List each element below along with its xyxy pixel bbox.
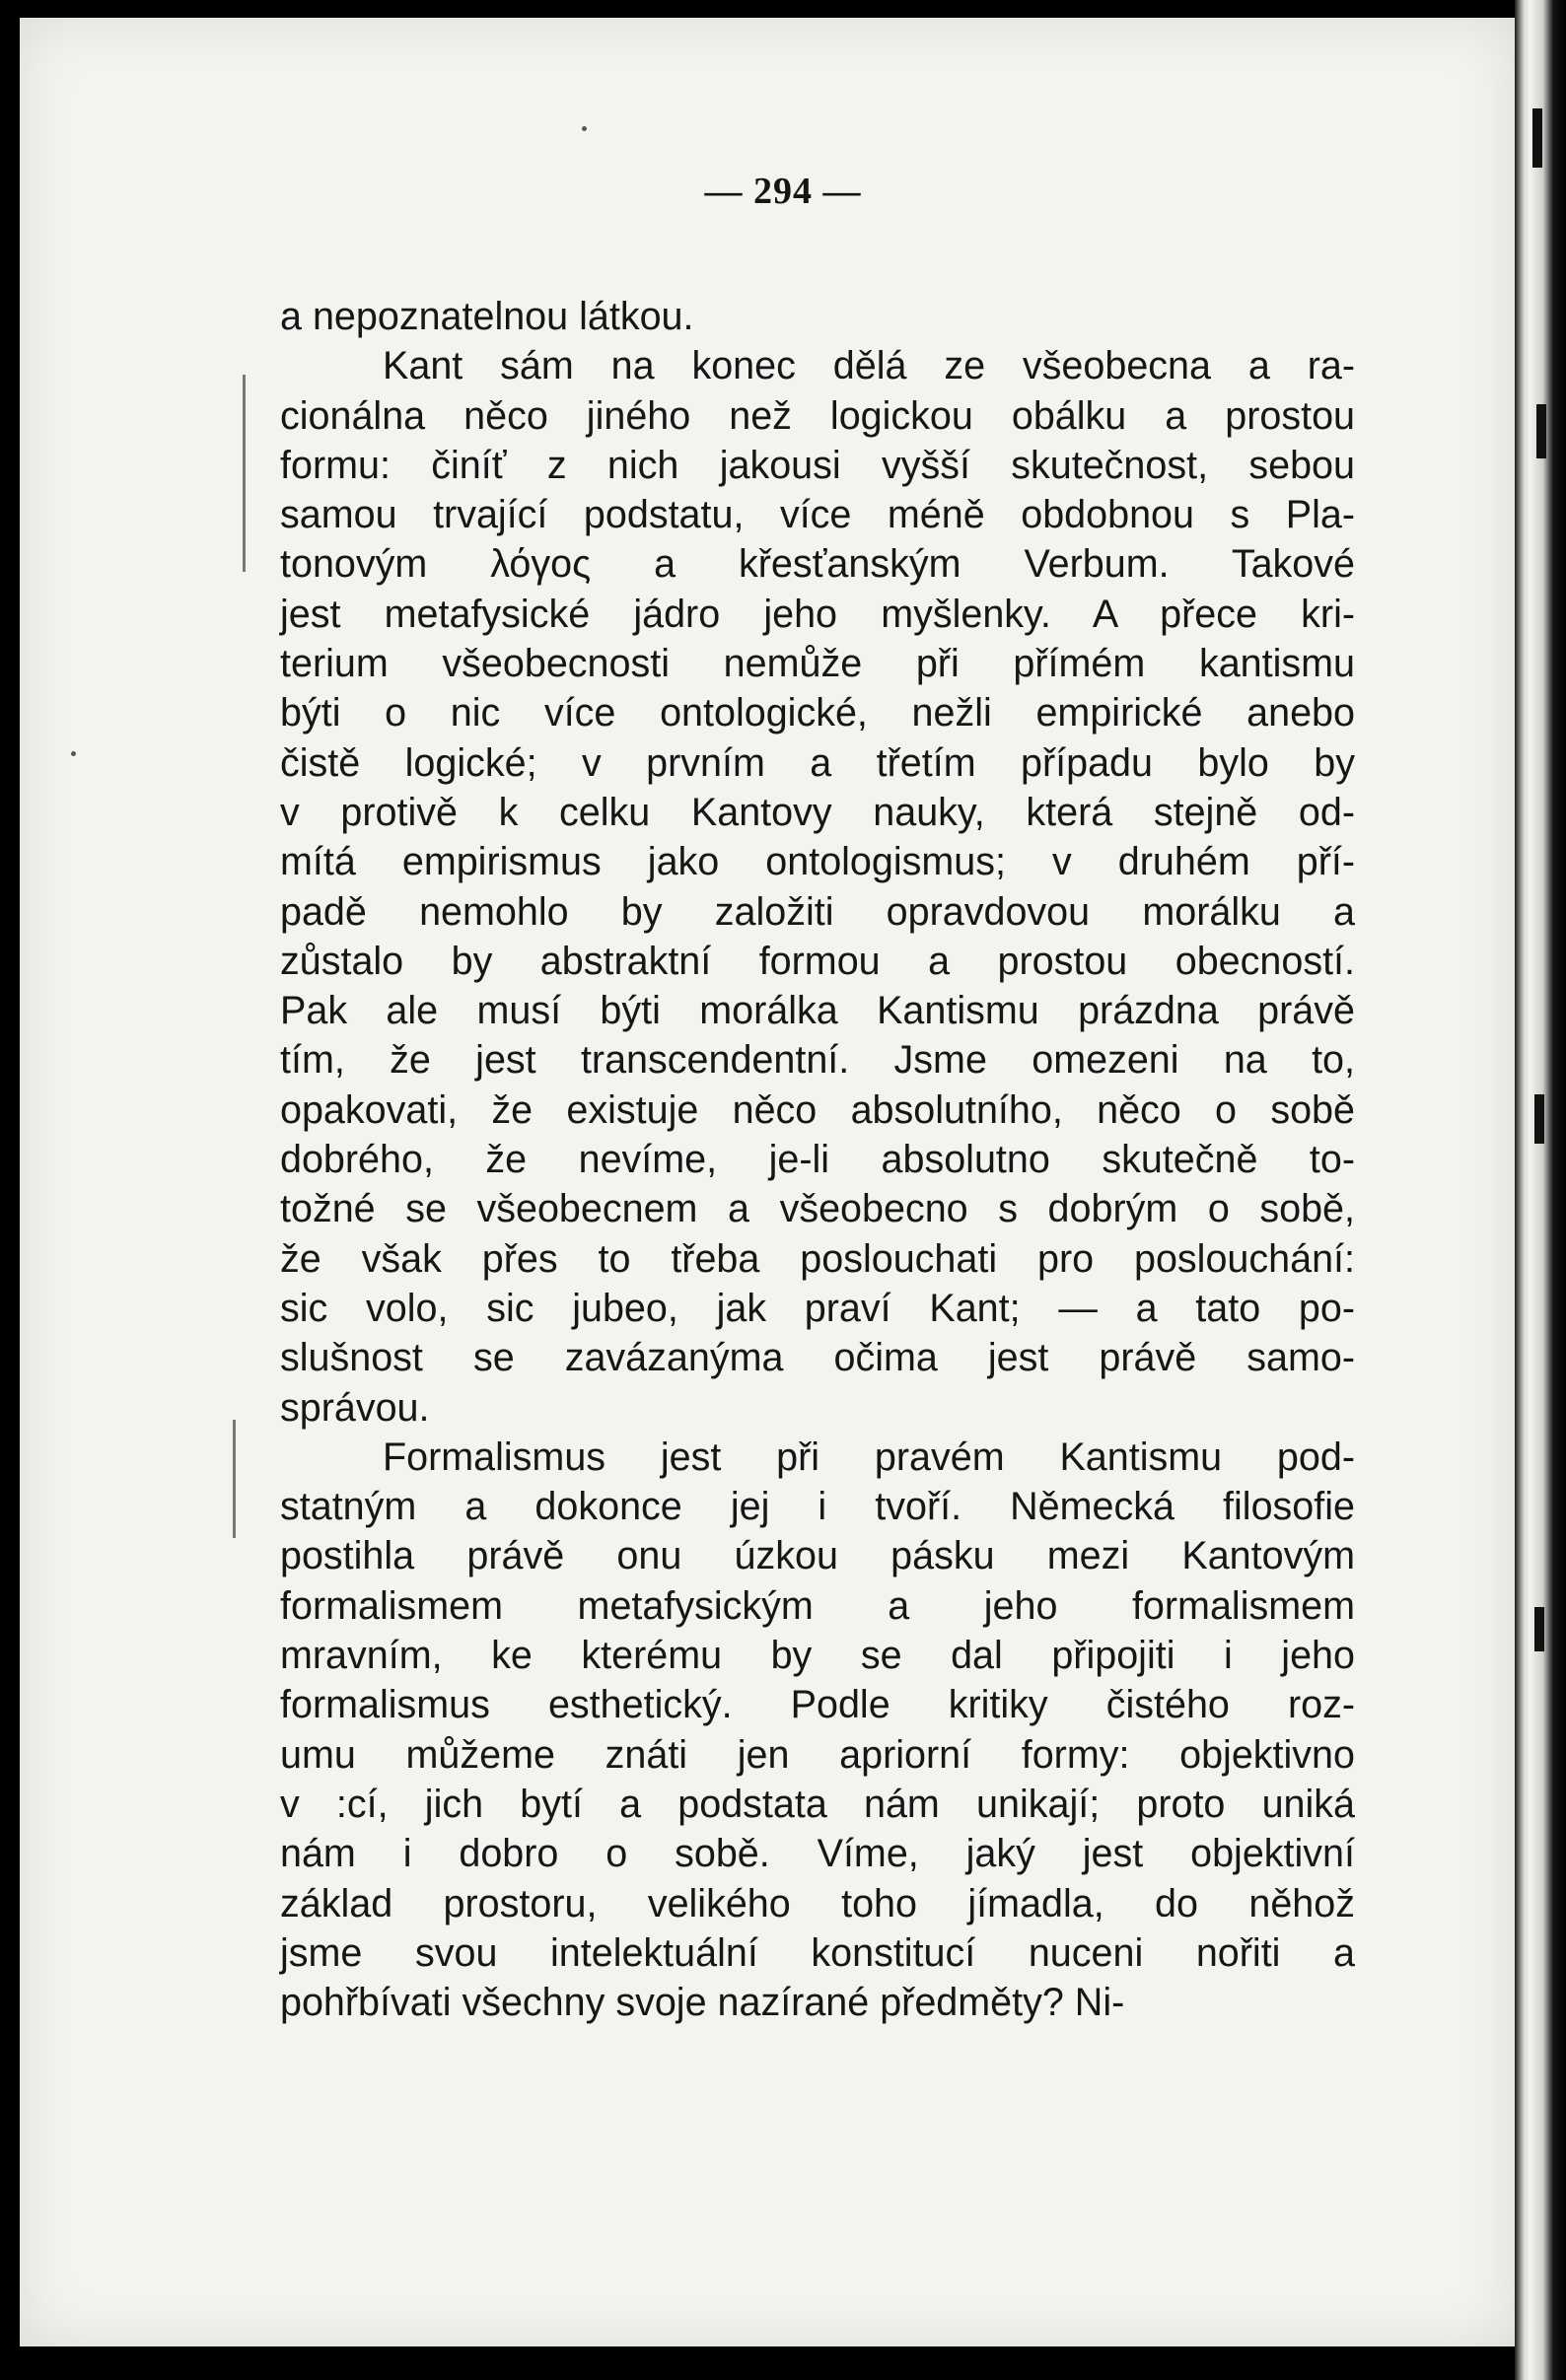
spine-mark xyxy=(1534,1607,1544,1651)
speck xyxy=(71,751,76,756)
spine-mark xyxy=(1536,404,1546,458)
text-line: Formalismus jest při pravém Kantismu pod- xyxy=(383,1435,1355,1479)
text-line: Kant sám na konec dělá ze všeobecna a ra- xyxy=(383,344,1355,388)
text-line: cionálna něco jiného než logickou obálku a prostou xyxy=(280,393,1355,438)
text-line: dobrého, že nevíme, je-li absolutno skutečně to- xyxy=(280,1138,1355,1182)
text-line: v protivě k celku Kantovy nauky, která stejně od- xyxy=(280,790,1355,834)
text-line: tonovým λόγος a křesťanským Verbum. Takové xyxy=(280,542,1355,587)
text-line: umu můžeme znáti jen apriorní formy: objektivno xyxy=(280,1732,1355,1777)
text-line: pohřbívati všechny svoje nazírané předměty? Ni- xyxy=(280,1981,1125,2025)
text-line: padě nemohlo by založiti opravdovou morálku a xyxy=(280,889,1355,934)
text-line: postihla právě onu úzkou pásku mezi Kantovým xyxy=(280,1534,1355,1578)
text-line: formalismus esthetický. Podle kritiky čistého roz- xyxy=(280,1683,1355,1727)
text-line: býti o nic více ontologické, nežli empirické anebo xyxy=(280,691,1355,735)
text-line: opakovati, že existuje něco absolutního, něco o sobě xyxy=(280,1087,1355,1132)
text-line: a nepoznatelnou látkou. xyxy=(280,295,694,338)
text-line: Pak ale musí býti morálka Kantismu prázdna právě xyxy=(280,989,1355,1033)
text-line: v :cí, jich bytí a podstata nám unikají; proto uniká xyxy=(280,1782,1355,1826)
text-line: jsme svou intelektuální konstitucí nuceni nořiti a xyxy=(280,1930,1355,1975)
text-line: správou. xyxy=(280,1385,430,1430)
body-text xyxy=(280,292,1355,2027)
text-line: terium všeobecnosti nemůže při přímém kantismu xyxy=(280,642,1355,686)
text-line: čistě logické; v prvním a třetím případu bylo by xyxy=(280,740,1355,785)
text-line: slušnost se zavázanýma očima jest právě samo- xyxy=(280,1336,1355,1380)
margin-pencil-mark xyxy=(233,1420,236,1538)
speck xyxy=(582,126,587,131)
text-line: tím, že jest transcendentní. Jsme omezeni na to, xyxy=(280,1038,1355,1083)
margin-pencil-mark xyxy=(243,375,246,572)
paragraph xyxy=(280,1433,1355,2028)
text-line: statným a dokonce jej i tvoří. Německá filosofie xyxy=(280,1485,1355,1529)
page-number: — 294 — xyxy=(704,171,862,212)
text-line: sic volo, sic jubeo, jak praví Kant; — a tato po- xyxy=(280,1286,1355,1330)
paragraph xyxy=(280,341,1355,1433)
text-line: že však přes to třeba poslouchati pro poslouchání: xyxy=(280,1236,1355,1281)
paragraph xyxy=(280,292,1355,341)
spine-mark xyxy=(1532,108,1542,168)
spine-mark xyxy=(1534,1094,1544,1144)
book-spine-edge xyxy=(1515,0,1566,2380)
text-line: základ prostoru, velikého toho jímadla, do něhož xyxy=(280,1881,1355,1925)
text-line: formu: činíť z nich jakousi vyšší skutečnost, sebou xyxy=(280,443,1355,487)
text-line: mravním, ke kterému by se dal připojiti i jeho xyxy=(280,1634,1355,1678)
text-line: tožné se všeobecnem a všeobecno s dobrým o sobě, xyxy=(280,1187,1355,1231)
text-line: jest metafysické jádro jeho myšlenky. A přece kri- xyxy=(280,592,1355,636)
text-line: nám i dobro o sobě. Víme, jaký jest objektivní xyxy=(280,1832,1355,1876)
text-line: formalismem metafysickým a jeho formalismem xyxy=(280,1583,1355,1628)
text-line: zůstalo by abstraktní formou a prostou obecností. xyxy=(280,939,1355,983)
text-line: samou trvající podstatu, více méně obdobnou s Pla- xyxy=(280,493,1355,537)
text-line: mítá empirismus jako ontologismus; v druhém pří- xyxy=(280,840,1355,884)
